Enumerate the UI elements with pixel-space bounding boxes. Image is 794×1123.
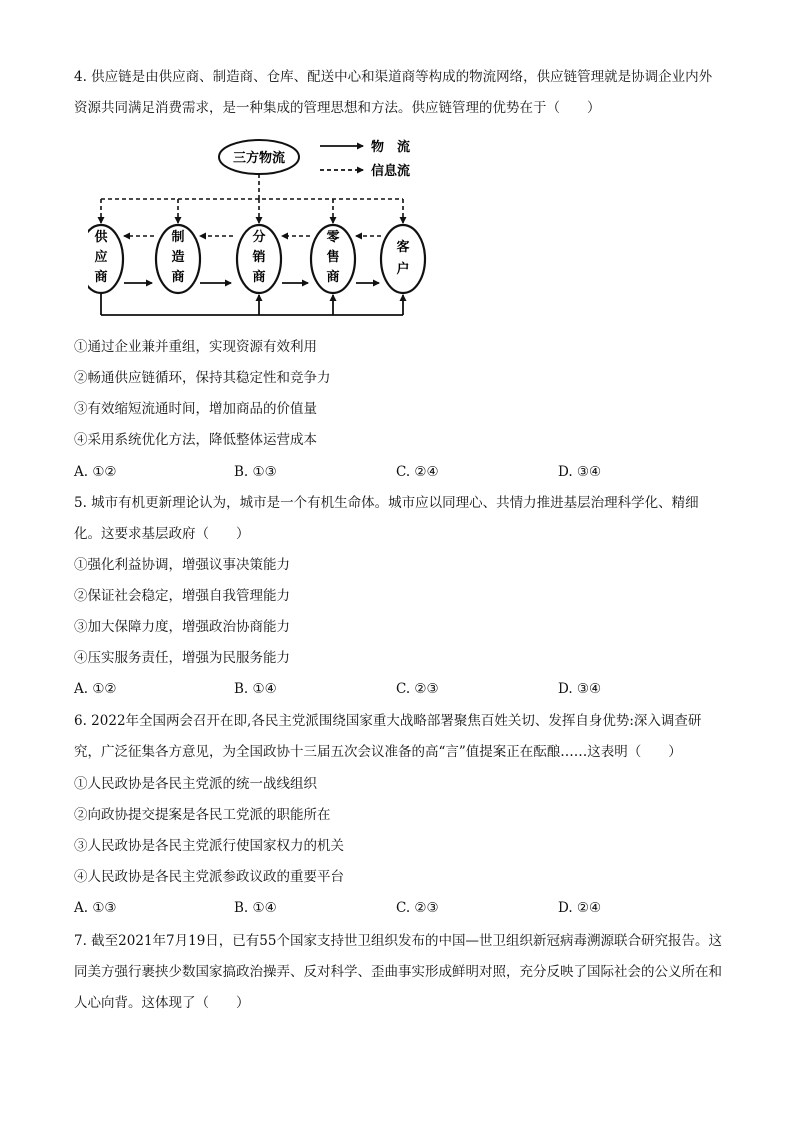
q6-choices <box>74 898 724 918</box>
node-2-char-3: 商 <box>171 270 185 285</box>
supply-chain-diagram <box>88 133 428 327</box>
node-5-char-2: 户 <box>396 262 410 277</box>
question-5-stem: 5. 城市有机更新理论认为，城市是一个有机生命体。城市应以同理心、共情力推进基层治理科学化、精细化。这要求基层政府（ ） <box>74 495 699 542</box>
q4-choice-c[interactable]: C. ②④ <box>396 464 439 480</box>
q6-option-2: ②向政协提交提案是各民工党派的职能所在 <box>74 807 331 823</box>
node-2-char-1: 制 <box>171 230 185 245</box>
node-4-char-2: 售 <box>326 250 340 265</box>
node-4-char-1: 零 <box>326 230 340 245</box>
q4-choice-b[interactable]: B. ①③ <box>234 464 277 480</box>
q4-choices <box>74 462 724 482</box>
node-distributor <box>237 225 281 293</box>
q6-option-4: ④人民政协是各民主党派参政议政的重要平台 <box>74 869 344 885</box>
q6-choice-c[interactable]: C. ②③ <box>396 900 439 916</box>
q6-choice-a[interactable]: A. ①③ <box>74 900 117 916</box>
question-7-stem: 7. 截至2021年7月19日，已有55个国家支持世卫组织发布的中国—世卫组织新冠病毒溯源联合研究报告。这同美方强行裹挟少数国家搞政治操弄、反对科学、歪曲事实形成鲜明对照，充分反映了国际社会的公义所在和人心向背。这体现了（ ） <box>74 933 722 1011</box>
node-4-char-3: 商 <box>326 270 340 285</box>
q5-option-1: ①强化利益协调，增强议事决策能力 <box>74 557 290 573</box>
q5-choices <box>74 679 724 699</box>
node-1-char-2: 应 <box>94 250 108 265</box>
q5-choice-c[interactable]: C. ②③ <box>396 681 439 697</box>
node-3-char-3: 商 <box>252 270 266 285</box>
q4-option-1: ①通过企业兼并重组，实现资源有效利用 <box>74 339 317 355</box>
q6-option-1: ①人民政协是各民主党派的统一战线组织 <box>74 776 317 792</box>
q4-option-3: ③有效缩短流通时间，增加商品的价值量 <box>74 401 317 417</box>
node-manufacturer <box>156 225 200 293</box>
node-retailer <box>311 225 355 293</box>
node-supplier <box>88 225 123 293</box>
legend-dashed-label: 信息流 <box>371 164 411 179</box>
q6-option-3: ③人民政协是各民主党派行使国家权力的机关 <box>74 838 344 854</box>
q4-choice-a[interactable]: A. ①② <box>74 464 117 480</box>
question-6-stem: 6. 2022年全国两会召开在即,各民主党派围绕国家重大战略部署聚焦百姓关切、发挥自身优势:深入调查研究，广泛征集各方意见，为全国政协十三届五次会议准备的高“言”值提案正在酝酿……这表明（ ） <box>74 713 702 760</box>
node-1-char-1: 供 <box>94 230 108 245</box>
node-3-char-2: 销 <box>252 250 266 265</box>
node-3-char-1: 分 <box>252 230 266 245</box>
q5-option-4: ④压实服务责任，增强为民服务能力 <box>74 650 290 666</box>
node-2-char-2: 造 <box>171 250 185 265</box>
q6-choice-b[interactable]: B. ①④ <box>234 900 277 916</box>
q5-option-3: ③加大保障力度，增强政治协商能力 <box>74 619 290 635</box>
q5-choice-b[interactable]: B. ①④ <box>234 681 277 697</box>
node-5-char-1: 客 <box>396 240 410 255</box>
q5-choice-d[interactable]: D. ③④ <box>558 681 602 697</box>
q4-option-2: ②畅通供应链循环，保持其稳定性和竞争力 <box>74 370 331 386</box>
q6-choice-d[interactable]: D. ②④ <box>558 900 602 916</box>
q5-choice-a[interactable]: A. ①② <box>74 681 117 697</box>
node-1-char-3: 商 <box>94 270 108 285</box>
question-4-stem: 4. 供应链是由供应商、制造商、仓库、配送中心和渠道商等构成的物流网络，供应链管理就是协调企业内外资源共同满足消费需求，是一种集成的管理思想和方法。供应链管理的优势在于（ ） <box>74 69 713 116</box>
q5-option-2: ②保证社会稳定，增强自我管理能力 <box>74 588 290 604</box>
legend-solid-label: 物 流 <box>371 140 411 155</box>
supply-chain-svg <box>88 133 428 323</box>
center-label: 三方物流 <box>232 151 286 166</box>
node-customer <box>381 225 425 293</box>
q4-option-4: ④采用系统优化方法，降低整体运营成本 <box>74 432 317 448</box>
q4-choice-d[interactable]: D. ③④ <box>558 464 602 480</box>
